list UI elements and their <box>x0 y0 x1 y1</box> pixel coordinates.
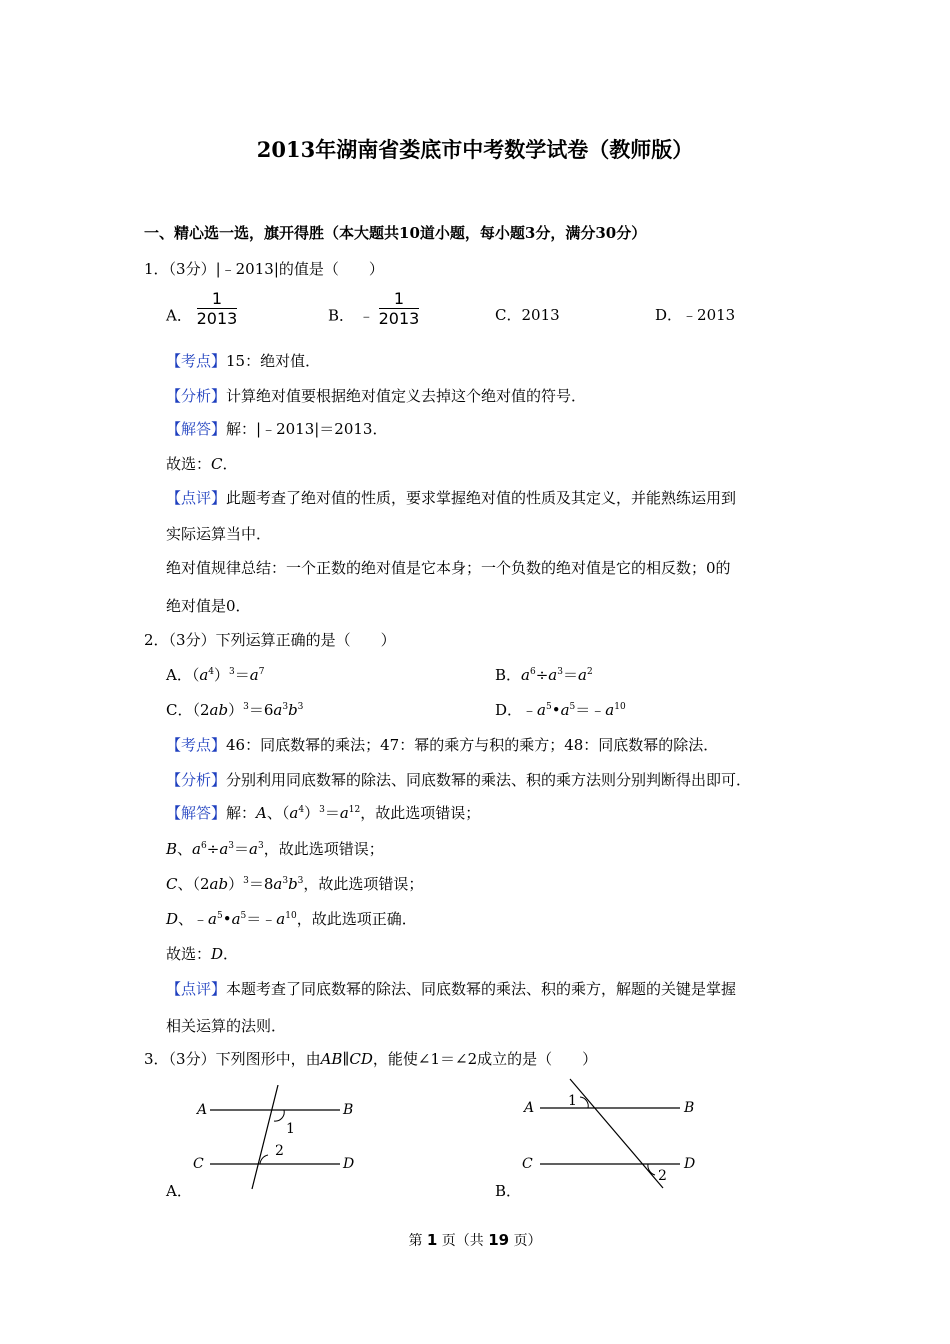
page-title: 2013年湖南省娄底市中考数学试卷（教师版） <box>256 137 694 162</box>
answer-letter: C <box>211 455 223 473</box>
denominator: 2013 <box>378 309 420 328</box>
stem-part: ，能使∠1＝∠2成立的是（ ） <box>372 1050 598 1068</box>
segment-cd: CD <box>349 1050 373 1068</box>
dianping-text: 此题考查了绝对值的性质，要求掌握绝对值的性质及其定义，并能熟练运用到 <box>226 489 737 507</box>
angle-2-arc <box>260 1155 268 1164</box>
q3-option-a-label: A． <box>166 1182 192 1200</box>
label-angle-2: 2 <box>658 1168 667 1184</box>
answer-prefix: 故选： <box>166 455 212 473</box>
question-1-stem: 1．（3分）|﹣2013|的值是（ ） <box>144 260 384 278</box>
kaodian-text: 15：绝对值． <box>226 352 321 370</box>
numerator: 1 <box>379 290 420 309</box>
q1-dianping-line-2: 实际运算当中． <box>166 525 272 543</box>
dianping-text: 本题考查了同底数幂的除法、同底数幂的乘法、积的乘方，解题的关键是掌握 <box>226 980 737 998</box>
option-label: B． <box>328 306 355 325</box>
tag-fenxi: 【分析】 <box>166 771 227 789</box>
q2-kaodian <box>166 734 718 755</box>
numerator: 1 <box>197 290 238 309</box>
denominator: 2013 <box>196 309 238 328</box>
tag-jieda: 【解答】 <box>166 804 227 822</box>
q1-option-c: C．2013 <box>495 306 560 324</box>
q1-fenxi <box>166 385 586 406</box>
figure-a-diagram <box>190 1085 370 1195</box>
q1-dianping-line-4: 绝对值是0． <box>166 597 251 615</box>
fraction <box>379 290 420 329</box>
tag-fenxi: 【分析】 <box>166 387 227 405</box>
q2-option-d: D．$﹣a^5•a^5=﹣a^{10}$ <box>495 701 626 719</box>
q1-option-a <box>166 289 238 329</box>
angle-2-arc <box>648 1164 655 1175</box>
label-b: B <box>684 1100 695 1116</box>
option-label: A． <box>166 306 192 325</box>
q3-option-b-label: B． <box>495 1182 522 1200</box>
q1-option-d: D．﹣2013 <box>655 306 736 324</box>
label-angle-1: 1 <box>286 1121 295 1137</box>
tag-dianping: 【点评】 <box>166 980 227 998</box>
label-a: A <box>197 1102 208 1118</box>
fraction <box>197 290 238 329</box>
figure-b-diagram <box>518 1075 708 1195</box>
transversal <box>570 1079 663 1188</box>
tag-kaodian: 【考点】 <box>166 736 227 754</box>
tag-jieda: 【解答】 <box>166 420 227 438</box>
label-a: A <box>524 1100 535 1116</box>
q2-answer: 故选：D． <box>166 945 239 963</box>
footer-middle: 页（共 <box>441 1233 484 1249</box>
label-angle-2: 2 <box>275 1143 284 1159</box>
q2-dianping-line-2: 相关运算的法则． <box>166 1017 287 1035</box>
transversal <box>252 1085 278 1189</box>
tag-dianping: 【点评】 <box>166 489 227 507</box>
angle-1-arc <box>274 1110 284 1121</box>
label-d: D <box>343 1156 355 1172</box>
label-d: D <box>684 1156 696 1172</box>
question-2-stem: 2．（3分）下列运算正确的是（ ） <box>144 631 396 649</box>
answer-letter: D <box>211 945 224 963</box>
stem-part: 3．（3分）下列图形中，由 <box>144 1050 321 1068</box>
footer-suffix: 页） <box>513 1233 542 1249</box>
q2-fenxi <box>166 769 751 790</box>
q2-option-a: A．$(a^4)^3=a^7$ <box>166 666 265 684</box>
tag-kaodian: 【考点】 <box>166 352 227 370</box>
label-c: C <box>193 1156 204 1172</box>
q2-jieda-d: D、$﹣a^5•a^5=﹣a^{10}$，故此选项正确． <box>166 910 417 928</box>
q2-jieda-c: C、$(2ab)^3=8a^3b^3$，故此选项错误； <box>166 875 424 893</box>
page-number: 1 <box>426 1231 438 1249</box>
q1-jieda <box>166 418 387 439</box>
question-3-stem <box>144 1048 597 1069</box>
label-angle-1: 1 <box>568 1093 577 1109</box>
footer-prefix: 第 <box>408 1233 423 1249</box>
segment-ab: AB <box>320 1050 343 1068</box>
q1-option-b <box>328 289 420 329</box>
total-pages: 19 <box>488 1231 510 1249</box>
kaodian-text: 46：同底数幂的乘法；47：幂的乘方与积的乘方；48：同底数幂的除法． <box>226 736 719 754</box>
parallel-symbol: ∥ <box>342 1050 350 1068</box>
q1-kaodian <box>166 350 320 371</box>
label-b: B <box>343 1102 354 1118</box>
jieda-text: 解：|﹣2013|＝2013． <box>226 420 388 438</box>
q1-answer: 故选：C． <box>166 455 238 473</box>
q1-dianping <box>166 487 736 508</box>
q2-dianping <box>166 978 736 999</box>
q2-option-b: B．$a^6\div a^3=a^2$ <box>495 666 593 684</box>
section-heading: 一、精心选一选，旗开得胜（本大题共10道小题，每小题3分，满分30分） <box>144 224 647 242</box>
q1-dianping-line-3: 绝对值规律总结：一个正数的绝对值是它本身；一个负数的绝对值是它的相反数；0的 <box>166 559 731 577</box>
minus-sign: ﹣ <box>358 306 374 325</box>
answer-prefix: 故选： <box>166 945 212 963</box>
fenxi-text: 分别利用同底数幂的除法、同底数幂的乘法、积的乘方法则分别判断得出即可． <box>226 771 752 789</box>
q2-jieda-b: B、$a^6\div a^3=a^3$，故此选项错误； <box>166 840 384 858</box>
q2-option-c: C．$(2ab)^3=6a^3b^3$ <box>166 701 304 719</box>
page-footer <box>0 1230 950 1250</box>
label-c: C <box>522 1156 533 1172</box>
q2-jieda: 【解答】解：A、$(a^4)^3=a^{12}$，故此选项错误； <box>166 804 481 822</box>
fenxi-text: 计算绝对值要根据绝对值定义去掉这个绝对值的符号． <box>226 387 587 405</box>
